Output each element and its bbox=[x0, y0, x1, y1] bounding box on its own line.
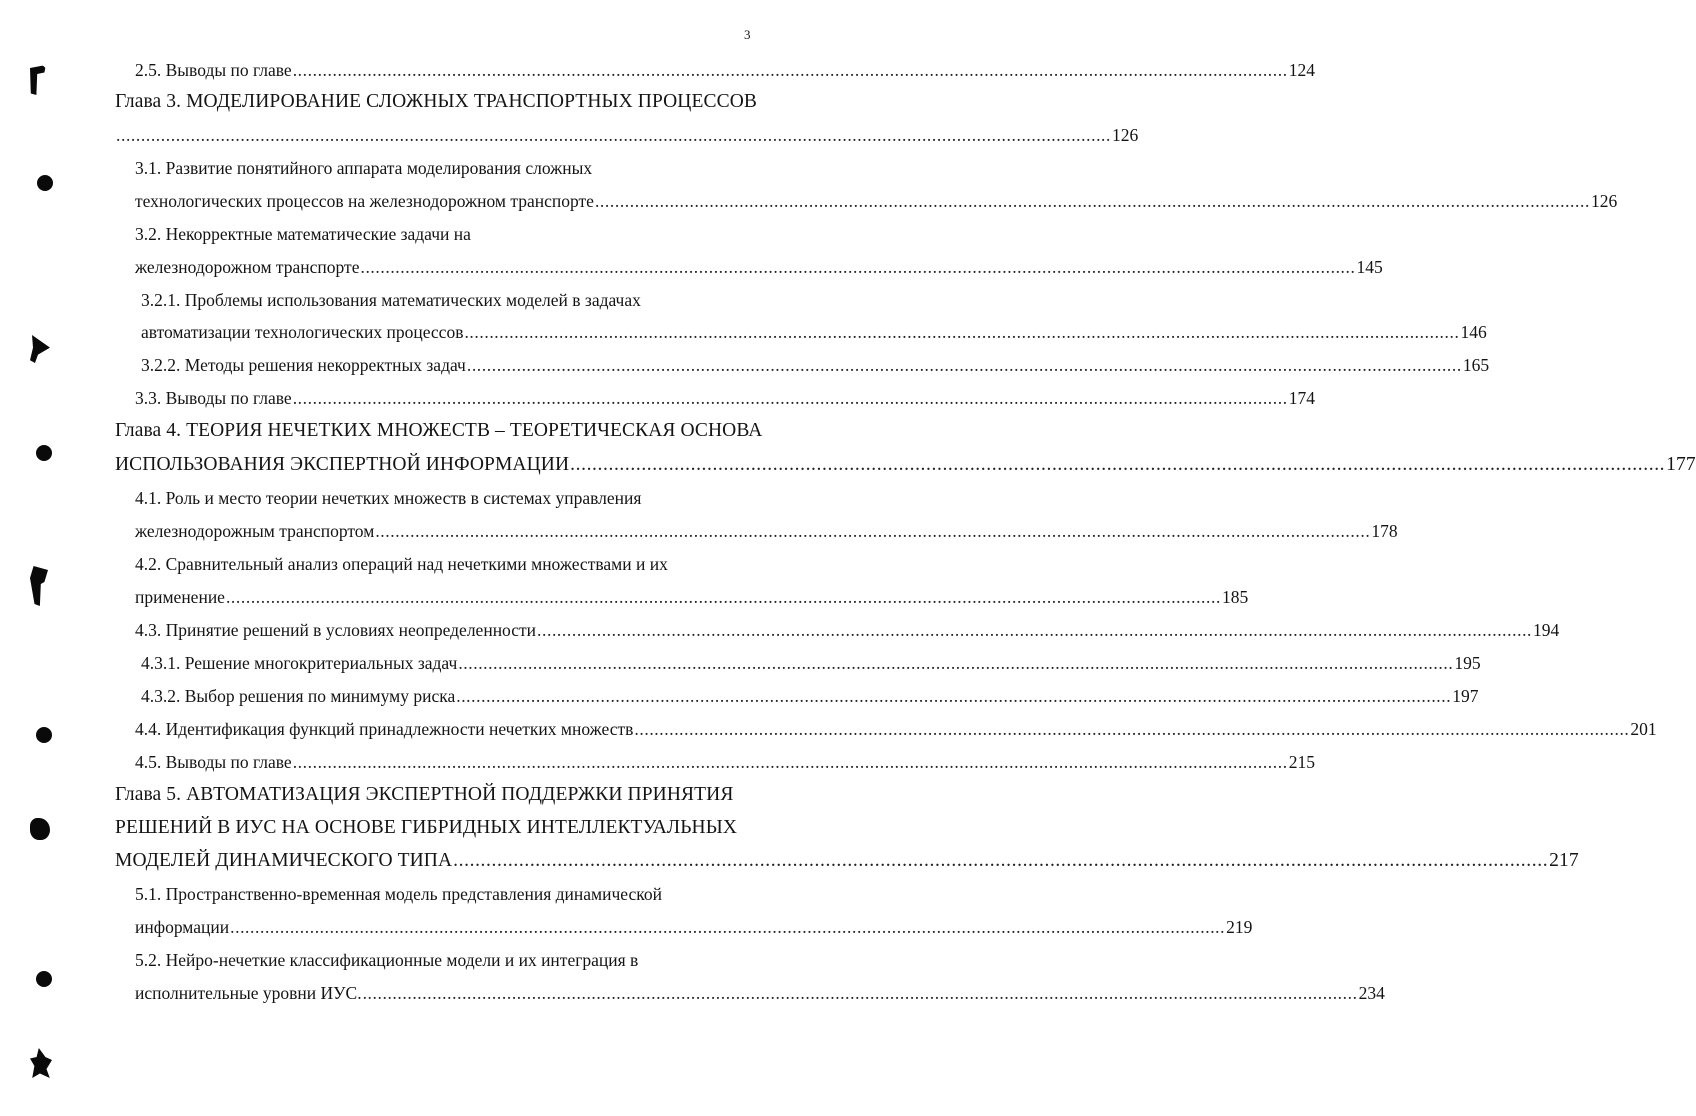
toc-entry-title: 3.3. Выводы по главе bbox=[135, 388, 292, 408]
toc-entry-4-1-line2[interactable] bbox=[135, 518, 1398, 544]
toc-entry-3-1-line2[interactable] bbox=[135, 188, 1618, 214]
toc-leader: ........................................................................................................................................................................................................ bbox=[537, 620, 1533, 640]
toc-entry-5-2-line2[interactable] bbox=[135, 980, 1385, 1006]
toc-entry-title: информации bbox=[135, 917, 230, 937]
toc-entry-page: 126 bbox=[1590, 191, 1618, 211]
toc-entry-page: 217 bbox=[1549, 850, 1579, 871]
toc-entry-title: 4.2. Сравнительный анализ операций над нечеткими множествами и их bbox=[135, 554, 668, 574]
toc-chapter-5-title-line3[interactable] bbox=[115, 848, 1579, 874]
toc-entry-page: 219 bbox=[1226, 917, 1253, 937]
toc-entry-page: 185 bbox=[1221, 587, 1249, 607]
toc-entry-title: ИСПОЛЬЗОВАНИЯ ЭКСПЕРТНОЙ ИНФОРМАЦИИ bbox=[115, 454, 570, 475]
toc-leader: ........................................................................................................................................................................................................ bbox=[116, 125, 1111, 145]
toc-entry-title: 4.3.1. Решение многокритериальных задач bbox=[141, 653, 458, 673]
toc-entry-3-3[interactable] bbox=[135, 385, 1315, 411]
toc-entry-4-2-line1[interactable] bbox=[135, 551, 668, 577]
toc-entry-title: 3.2.2. Методы решения некорректных задач bbox=[141, 355, 466, 375]
toc-leader: ........................................................................................................................................................................................................ bbox=[570, 454, 1666, 475]
toc-leader: ........................................................................................................................................................................................................ bbox=[464, 322, 1460, 342]
toc-entry-title: железнодорожным транспортом bbox=[135, 521, 375, 541]
toc-leader: ........................................................................................................................................................................................................ bbox=[594, 191, 1590, 211]
toc-entry-title: технологических процессов на железнодорожном транспорте bbox=[135, 191, 594, 211]
toc-leader: ........................................................................................................................................................................................................ bbox=[375, 521, 1371, 541]
toc-entry-page: 197 bbox=[1452, 686, 1479, 706]
toc-entry-4-4[interactable] bbox=[135, 716, 1657, 742]
toc-entry-page: 146 bbox=[1460, 322, 1487, 342]
binding-hole bbox=[37, 175, 53, 191]
toc-entry-title: 5.2. Нейро-нечеткие классификационные модели и их интеграция в bbox=[135, 950, 639, 970]
toc-entry-3-2-1-line2[interactable] bbox=[141, 319, 1487, 345]
page-number: 3 bbox=[744, 27, 751, 42]
binding-hole bbox=[36, 445, 52, 461]
toc-entry-3-2-1-line1[interactable] bbox=[141, 287, 641, 313]
toc-entry-title: 4.1. Роль и место теории нечетких множеств в системах управления bbox=[135, 488, 642, 508]
toc-leader: ........................................................................................................................................................................................................ bbox=[360, 257, 1356, 277]
toc-leader: ........................................................................................................................................................................................................ bbox=[230, 917, 1226, 937]
toc-entry-title: автоматизации технологических процессов bbox=[141, 322, 464, 342]
toc-chapter-4-title-line2[interactable] bbox=[115, 452, 1696, 478]
binding-hole bbox=[36, 727, 52, 743]
toc-entry-title: Глава 5. АВТОМАТИЗАЦИЯ ЭКСПЕРТНОЙ ПОДДЕРЖКИ ПРИНЯТИЯ bbox=[115, 784, 734, 805]
toc-entry-5-1-line2[interactable] bbox=[135, 914, 1253, 940]
toc-chapter-3-title[interactable] bbox=[115, 89, 757, 115]
toc-entry-page: 124 bbox=[1288, 60, 1315, 80]
toc-entry-4-3-2[interactable] bbox=[141, 683, 1479, 709]
toc-entry-page: 165 bbox=[1462, 355, 1490, 375]
toc-entry-page: 234 bbox=[1358, 983, 1385, 1003]
toc-entry-3-2-2[interactable] bbox=[141, 352, 1490, 378]
toc-leader: ........................................................................................................................................................................................................ bbox=[458, 653, 1454, 673]
toc-leader: ........................................................................................................................................................................................................ bbox=[453, 850, 1549, 871]
toc-entry-4-2-line2[interactable] bbox=[135, 584, 1249, 610]
toc-entry-page: 195 bbox=[1454, 653, 1481, 673]
toc-entry-title: 2.5. Выводы по главе bbox=[135, 60, 292, 80]
toc-leader: ........................................................................................................................................................................................................ bbox=[292, 752, 1288, 772]
toc-chapter-5-title-line1[interactable] bbox=[115, 782, 733, 808]
toc-entry-3-2-line1[interactable] bbox=[135, 221, 471, 247]
toc-entry-title: Глава 4. ТЕОРИЯ НЕЧЕТКИХ МНОЖЕСТВ – ТЕОРЕТИЧЕСКАЯ ОСНОВА bbox=[115, 420, 763, 441]
toc-entry-title: 3.2. Некорректные математические задачи на bbox=[135, 224, 471, 244]
toc-entry-page: 145 bbox=[1356, 257, 1383, 277]
toc-entry-title: 4.3. Принятие решений в условиях неопределенности bbox=[135, 620, 537, 640]
toc-entry-2-5[interactable] bbox=[135, 57, 1315, 83]
toc-entry-3-1-line1[interactable] bbox=[135, 155, 592, 181]
toc-leader: ........................................................................................................................................................................................................ bbox=[362, 983, 1358, 1003]
toc-entry-title: железнодорожном транспорте bbox=[135, 257, 360, 277]
toc-leader: ........................................................................................................................................................................................................ bbox=[292, 388, 1288, 408]
toc-chapter-3-page[interactable] bbox=[115, 122, 1139, 148]
toc-entry-5-2-line1[interactable] bbox=[135, 947, 638, 973]
toc-entry-title: Глава 3. МОДЕЛИРОВАНИЕ СЛОЖНЫХ ТРАНСПОРТНЫХ ПРОЦЕССОВ bbox=[115, 91, 758, 112]
toc-chapter-4-title-line1[interactable] bbox=[115, 418, 762, 444]
toc-entry-title: РЕШЕНИЙ В ИУС НА ОСНОВЕ ГИБРИДНЫХ ИНТЕЛЛЕКТУАЛЬНЫХ bbox=[115, 817, 738, 838]
binding-hole bbox=[36, 971, 52, 987]
toc-entry-page: 174 bbox=[1288, 388, 1315, 408]
toc-entry-page: 126 bbox=[1112, 125, 1139, 145]
toc-entry-4-3[interactable] bbox=[135, 617, 1560, 643]
punch-mark bbox=[30, 818, 50, 840]
toc-entry-title: применение bbox=[135, 587, 225, 607]
toc-entry-page: 177 bbox=[1666, 454, 1696, 475]
toc-entry-title: 3.2.1. Проблемы использования математических моделей в задачах bbox=[141, 290, 641, 310]
toc-entry-page: 215 bbox=[1288, 752, 1315, 772]
toc-leader: ........................................................................................................................................................................................................ bbox=[634, 719, 1630, 739]
toc-leader: ........................................................................................................................................................................................................ bbox=[225, 587, 1221, 607]
toc-entry-title: 5.1. Пространственно-временная модель представления динамической bbox=[135, 884, 662, 904]
toc-entry-5-1-line1[interactable] bbox=[135, 881, 662, 907]
toc-entry-title: 3.1. Развитие понятийного аппарата моделирования сложных bbox=[135, 158, 593, 178]
toc-entry-4-3-1[interactable] bbox=[141, 650, 1481, 676]
toc-leader: ........................................................................................................................................................................................................ bbox=[456, 686, 1452, 706]
toc-entry-page: 201 bbox=[1630, 719, 1657, 739]
toc-entry-title: 4.4. Идентификация функций принадлежности нечетких множеств bbox=[135, 719, 634, 739]
toc-entry-title: исполнительные уровни ИУС. bbox=[135, 983, 362, 1003]
toc-entry-title: МОДЕЛЕЙ ДИНАМИЧЕСКОГО ТИПА bbox=[115, 850, 453, 871]
toc-entry-3-2-line2[interactable] bbox=[135, 254, 1383, 280]
toc-entry-4-1-line1[interactable] bbox=[135, 485, 641, 511]
toc-leader: ........................................................................................................................................................................................................ bbox=[292, 60, 1288, 80]
toc-entry-title: 4.5. Выводы по главе bbox=[135, 752, 292, 772]
toc-entry-page: 194 bbox=[1533, 620, 1560, 640]
toc-entry-4-5[interactable] bbox=[135, 749, 1315, 775]
toc-chapter-5-title-line2[interactable] bbox=[115, 815, 737, 841]
toc-entry-title: 4.3.2. Выбор решения по минимуму риска bbox=[141, 686, 456, 706]
toc-entry-page: 178 bbox=[1371, 521, 1398, 541]
toc-leader: ........................................................................................................................................................................................................ bbox=[466, 355, 1462, 375]
